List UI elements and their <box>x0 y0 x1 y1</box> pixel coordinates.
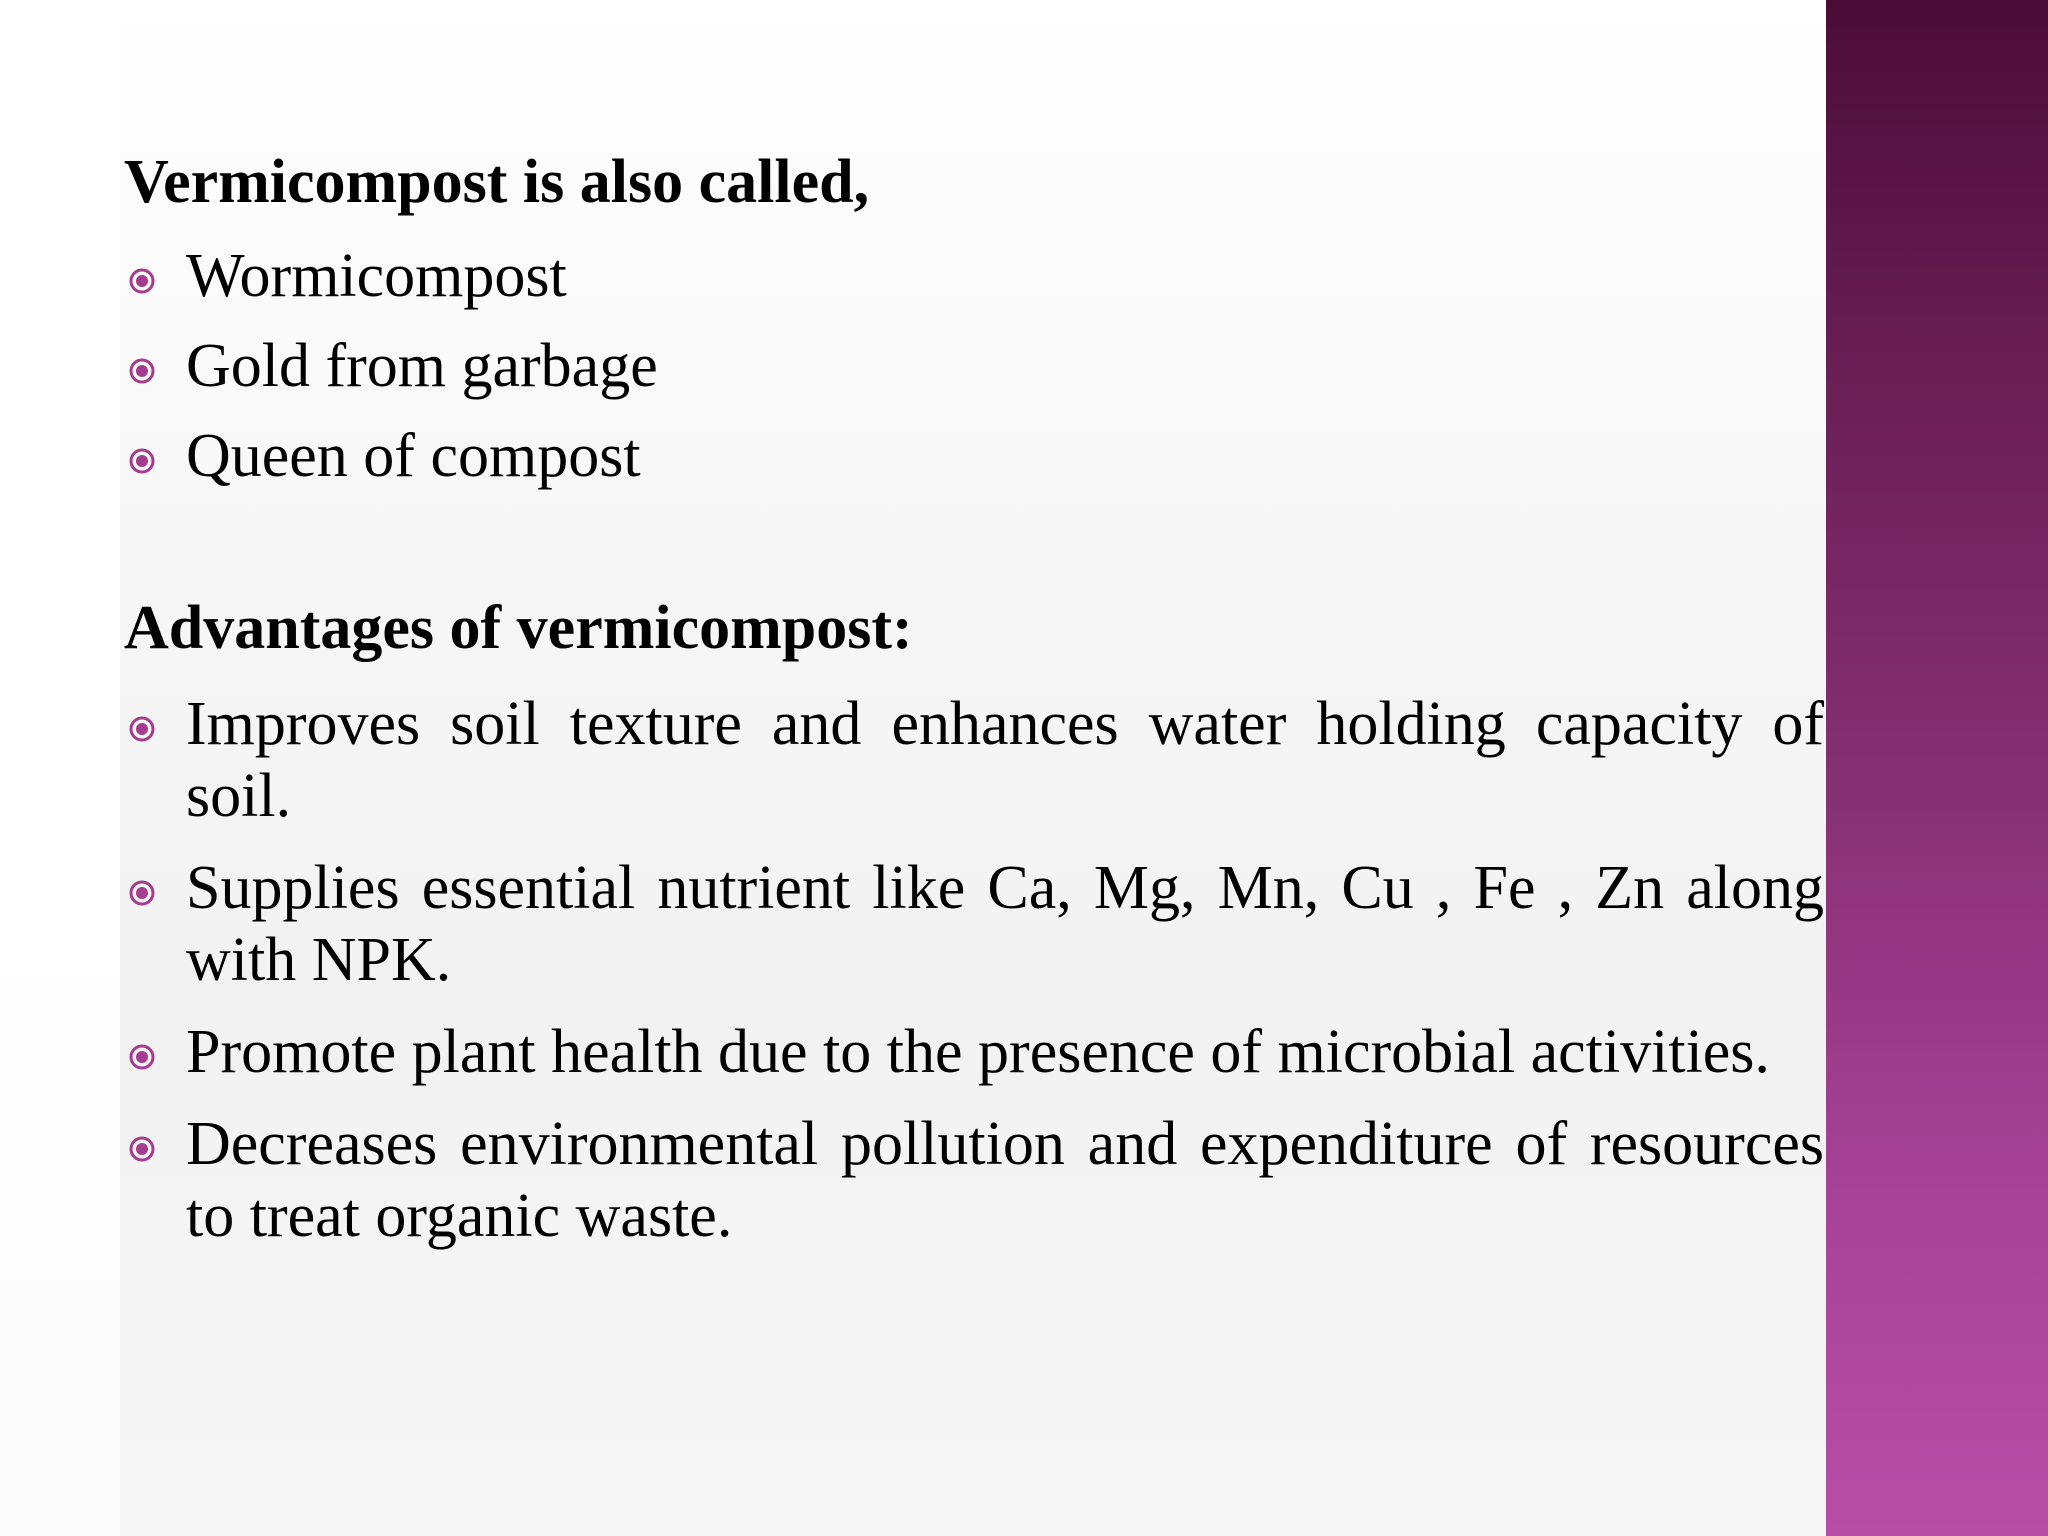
section-heading-advantages: Advantages of vermicompost: <box>124 594 913 662</box>
list-item <box>124 330 1824 402</box>
list-item-text: Queen of compost <box>186 422 641 490</box>
list-item <box>124 852 1824 996</box>
list-item-text: Decreases environmental pollution and expenditure of resources to treat organic waste. <box>186 1110 1824 1250</box>
section-heading-also-called: Vermicompost is also called, <box>124 148 870 216</box>
decorative-sidebar <box>1826 0 2048 1536</box>
list-item-text: Improves soil texture and enhances water holding capacity of soil. <box>186 690 1824 830</box>
radio-target-icon <box>128 879 156 907</box>
list-item <box>124 240 1824 312</box>
list-item-text: Wormicompost <box>186 242 567 310</box>
list-item <box>124 688 1824 832</box>
list-item-text: Supplies essential nutrient like Ca, Mg, Mn, Cu , Fe , Zn along with NPK. <box>186 854 1824 994</box>
list-item <box>124 1108 1824 1252</box>
section-spacer <box>124 492 1824 588</box>
list-item <box>124 1016 1824 1088</box>
list-item-text: Promote plant health due to the presence of microbial activities. <box>186 1018 1770 1086</box>
list-item-text: Gold from garbage <box>186 332 658 400</box>
left-panel-shade <box>0 0 120 1536</box>
radio-target-icon <box>128 1135 156 1163</box>
list-item <box>124 420 1824 492</box>
slide-content <box>124 142 1824 1252</box>
advantages-list <box>124 688 1824 1252</box>
radio-target-icon <box>128 715 156 743</box>
radio-target-icon <box>128 447 156 475</box>
also-called-list <box>124 240 1824 492</box>
radio-target-icon <box>128 1043 156 1071</box>
radio-target-icon <box>128 267 156 295</box>
radio-target-icon <box>128 357 156 385</box>
